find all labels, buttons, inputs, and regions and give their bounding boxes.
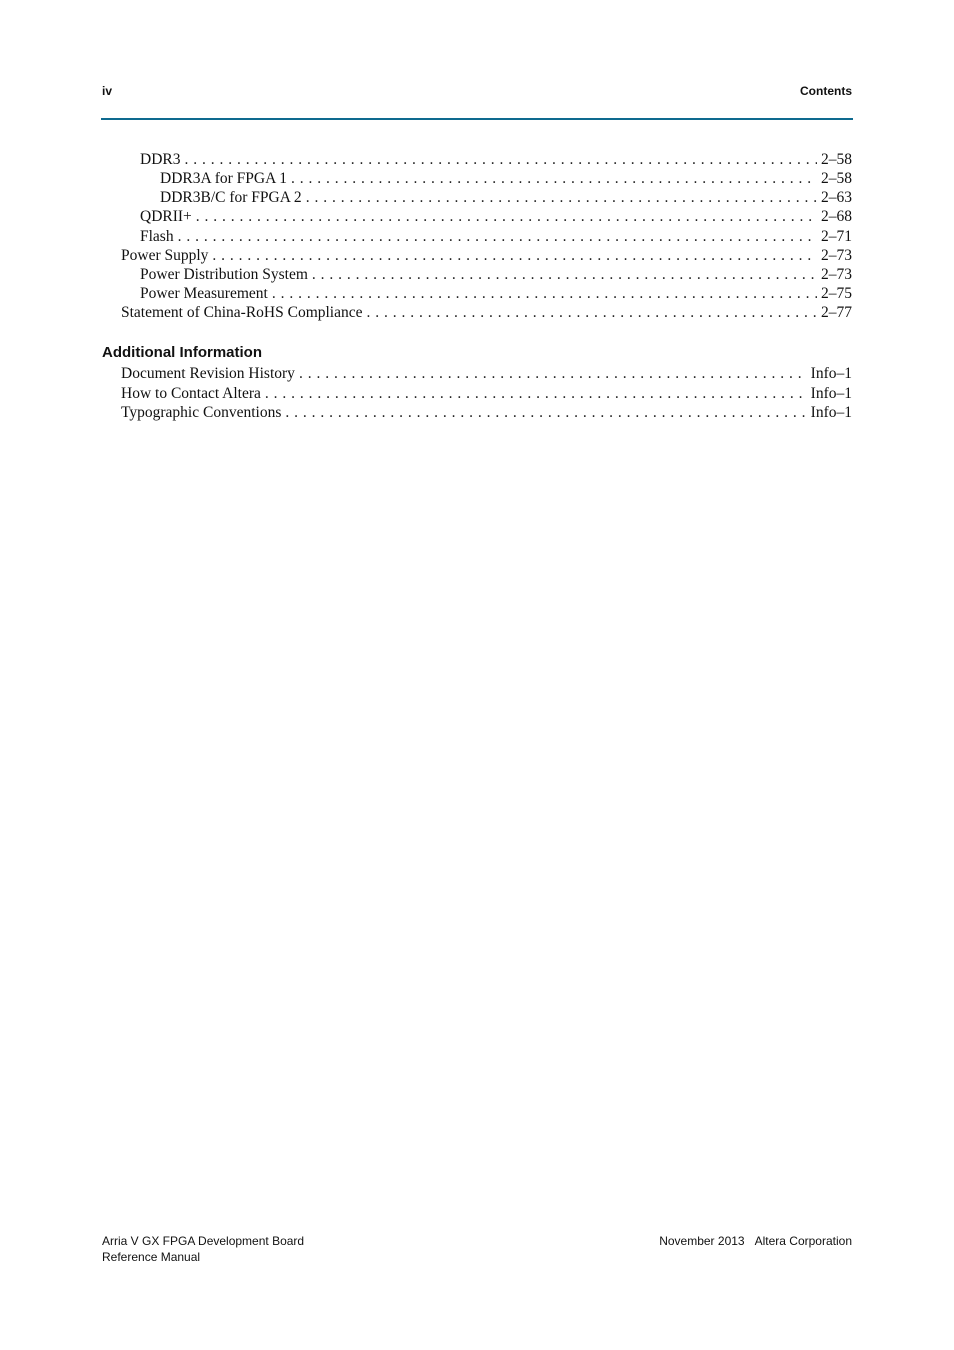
toc-entry[interactable] [160,189,852,207]
section-heading: Additional Information [102,344,262,361]
toc-entry-page: Info–1 [810,365,852,382]
toc-leader-dots [299,365,807,383]
toc-entry-label: DDR3A for FPGA 1 [160,170,288,187]
toc-entry-page: 2–68 [821,208,852,225]
toc-entry-page: 2–73 [821,247,852,264]
footer-title-line1: Arria V GX FPGA Development Board [102,1234,305,1248]
toc-entry-label: QDRII+ [140,208,192,225]
toc-leader-dots [272,285,817,303]
toc-leader-dots [312,266,817,284]
footer-company: Altera Corporation [754,1234,852,1248]
toc-entry[interactable] [140,285,852,303]
toc-leader-dots [285,404,806,422]
toc-entry-page: Info–1 [810,385,852,402]
toc-leader-dots [196,208,817,226]
toc-entry-label: How to Contact Altera [121,385,261,402]
toc-entry-page: 2–73 [821,266,852,283]
toc-leader-dots [367,304,817,322]
toc-entry[interactable] [140,208,852,226]
toc-entry[interactable] [121,365,852,383]
toc-entry-label: Statement of China-RoHS Compliance [121,304,363,321]
toc-leader-dots [265,385,807,403]
toc-entry-page: 2–71 [821,228,852,245]
footer-document-title [102,1233,304,1265]
toc-entry-page: 2–75 [821,285,852,302]
footer-title-line2: Reference Manual [102,1250,201,1264]
header-rule [101,118,853,120]
toc-entry-label: Typographic Conventions [121,404,282,421]
toc-entry-label: DDR3B/C for FPGA 2 [160,189,302,206]
toc-entry-page: 2–58 [821,170,852,187]
page-number: iv [102,84,113,98]
toc-leader-dots [184,151,817,169]
toc-entry[interactable] [121,247,852,265]
toc-entry-label: Power Distribution System [140,266,308,283]
running-header: Contents [800,84,852,98]
toc-entry-label: Document Revision History [121,365,295,382]
toc-leader-dots [291,170,817,188]
toc-entry[interactable] [121,385,852,403]
footer-publisher [659,1233,852,1249]
toc-entry-label: DDR3 [140,151,181,168]
toc-entry[interactable] [140,228,852,246]
toc-leader-dots [212,247,817,265]
footer-date: November 2013 [659,1234,745,1248]
toc-entry-page: 2–77 [821,304,852,321]
toc-entry-page: 2–58 [821,151,852,168]
toc-entry[interactable] [160,170,852,188]
toc-entry-page: Info–1 [810,404,852,421]
toc-entry-label: Power Measurement [140,285,268,302]
toc-entry-label: Power Supply [121,247,209,264]
toc-entry[interactable] [121,304,852,322]
toc-entry-label: Flash [140,228,174,245]
toc-leader-dots [306,189,817,207]
toc-entry[interactable] [121,404,852,422]
toc-leader-dots [178,228,817,246]
toc-entry[interactable] [140,266,852,284]
toc-entry-page: 2–63 [821,189,852,206]
toc-entry[interactable] [140,151,852,169]
